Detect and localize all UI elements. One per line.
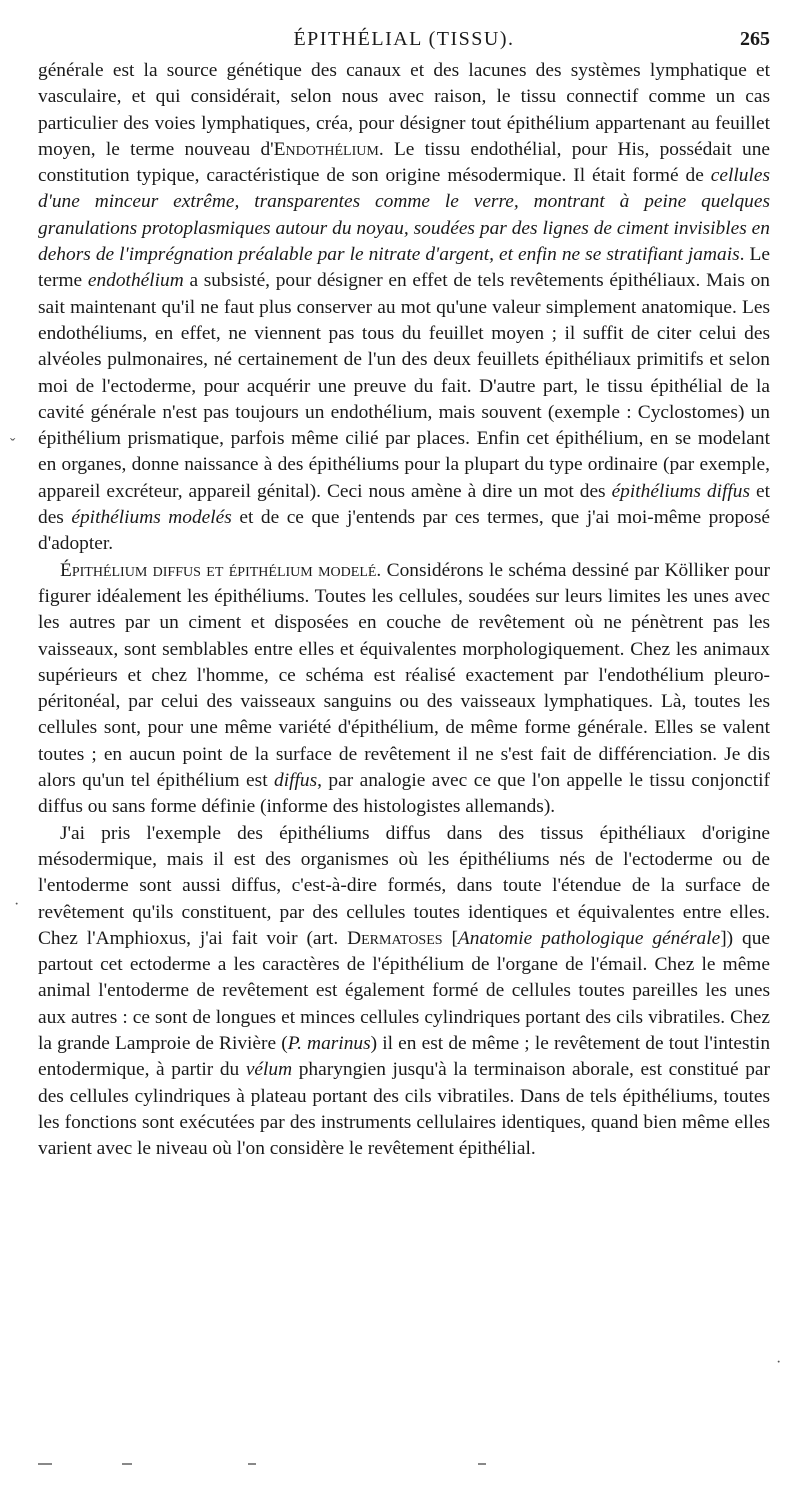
text-run: . Le terme xyxy=(38,244,770,292)
text-run: ) il en est de même ; le revêtement de tout l'intestin entodermique, à partir du xyxy=(38,1032,771,1081)
italic-run: épithéliums diffus xyxy=(611,480,751,502)
text-run: et des xyxy=(38,480,770,529)
margin-mark: · xyxy=(14,896,20,913)
text-run: a subsisté, pour désigner en effet de tels revêtements épithéliaux. Mais on sait maintenant qu'il ne faut plus conserver au mot qu'une valeur simplement anatomique. Les endothéliums, en effet, ne viennent pas tous du feuillet moyen ; il suffit de citer celui des alvéoles pulmonaires, né certainement de l'un des deux feuillets épithéliaux primitifs et selon moi de l'ectoderme, pour acquérir une preuve du fait. D'autre part, le tissu épithélial de la cavité générale n'est pas toujours un endothélium, mais souvent (exemple : Cyclostomes) un épithélium prismatique, parfois même cilié par places. Enfin cet épithélium, en se modelant en organes, donne naissance à des épithéliums pour la plupart du type ordinaire (par exemple, appareil excréteur, appareil génital). Ceci nous amène à dire un mot des xyxy=(38,270,770,502)
italic-run: P. marinus xyxy=(287,1032,371,1054)
text-run: , par analogie avec ce que l'on appelle le tissu conjonctif diffus ou sans forme définie (informe des histologistes allemands). xyxy=(38,770,770,818)
text-run: J'ai pris l'exemple des épithéliums diffus dans des tissus épithéliaux d'origine mésodermique, mais il est des organismes où les épithéliums nés de l'ectoderme ou de l'entoderme sont aussi diffus, c'est-à-dire formés, dans toute l'étendue de la surface de revêtement qu'ils constituent, par des cellules toutes identiques et équivalentes entre elles. Chez l'Amphioxus, j'ai fait voir (art. xyxy=(38,822,770,949)
page-number: 265 xyxy=(740,28,770,50)
small-caps-run: Endothélium xyxy=(273,138,379,160)
text-run: [ xyxy=(442,927,458,949)
margin-mark: · xyxy=(776,1354,782,1371)
text-run: générale est la source génétique des canaux et des lacunes des systèmes lymphatique et vasculaire, et qui considérait, selon nous avec raison, le tissu connectif comme un cas particulier des voies lymphatiques, créa, pour désigner tout épithélium appartenant au feuillet moyen, le terme nouveau d' xyxy=(38,60,770,160)
italic-run: épithéliums modelés xyxy=(71,507,232,529)
text-run: ]) que partout cet ectoderme a les caractères de l'épithélium de l'organe de l'émail. Chez le même animal l'entoderme de revêtement est également formé de cellules toutes pareilles les unes aux autres : ce sont de longues et minces cellules cylindriques portant des cils vibratiles. Chez la grande Lamproie de Rivière ( xyxy=(38,927,771,1054)
small-caps-run: Dermatoses xyxy=(347,927,443,949)
paragraph xyxy=(38,821,770,1163)
text-run: . Le tissu endothélial, pour His, possédait une constitution typique, caractéristique de son origine mésodermique. Il était formé de xyxy=(38,138,770,187)
body-text xyxy=(38,58,770,1162)
bottom-dash xyxy=(122,1463,132,1465)
text-run: Considérons le schéma dessiné par Kölliker pour figurer idéalement les épithéliums. Toutes les cellules, soudées sur leurs limites les unes avec les autres par un ciment et disposées en couche de revêtement où ne pénètrent pas les vaisseaux, sont semblables entre elles et équivalentes morphologiquement. Chez les animaux supérieurs et chez l'homme, ce schéma est réalisé exactement par l'endothélium pleuro-péritonéal, par celui des vaisseaux sanguins ou des vaisseaux lymphatiques. Là, toutes les cellules sont, pour une même variété d'épithélium, de même forme générale. Elles se valent toutes ; en aucun point de la surface de revêtement il ne s'est fait de différenciation. Je dis alors qu'un tel épithélium est xyxy=(38,559,770,792)
bottom-dash xyxy=(38,1463,52,1465)
page-header xyxy=(38,28,770,58)
italic-run: endothélium xyxy=(87,270,184,292)
italic-run: diffus xyxy=(274,770,318,792)
bottom-dash xyxy=(478,1463,486,1465)
margin-mark: ˇ xyxy=(10,436,16,453)
small-caps-run: Épithélium diffus et épithélium modelé. xyxy=(60,559,382,581)
italic-run: cellules d'une minceur extrême, transparentes comme le verre, montrant à peine quelques granulations protoplasmiques autour du noyau, soudées par des lignes de ciment invisibles en dehors de l'imprégnation préalable par le nitrate d'argent, et enfin ne se stratifiant jamais xyxy=(38,165,770,266)
running-title: ÉPITHÉLIAL (TISSU). xyxy=(293,28,515,50)
paragraph xyxy=(38,558,770,821)
paragraph xyxy=(38,58,770,558)
text-run: pharyngien jusqu'à la terminaison aborale, est constitué par des cellules cylindriques à plateau portant des cils vibratiles. Dans de tels épithéliums, toutes les fonctions sont exécutées par des instruments cellulaires identiques, quand bien même elles varient avec le niveau où l'on considère le revêtement épithélial. xyxy=(38,1059,770,1160)
italic-run: vélum xyxy=(245,1059,293,1081)
italic-run: Anatomie pathologique générale xyxy=(457,927,721,949)
bottom-dash xyxy=(248,1463,256,1465)
text-run: et de ce que j'entends par ces termes, que j'ai moi-même proposé d'adopter. xyxy=(38,507,770,555)
